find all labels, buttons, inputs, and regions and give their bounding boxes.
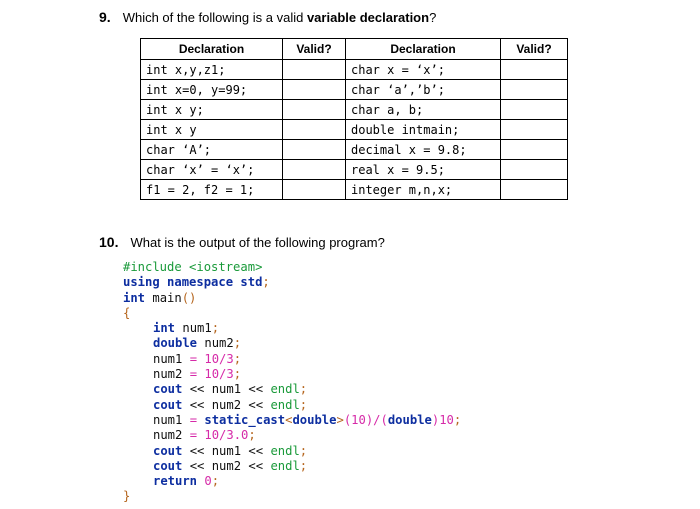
declaration-cell: double intmain; [346,120,501,140]
valid-answer-cell[interactable] [501,60,568,80]
valid-answer-cell[interactable] [283,100,346,120]
declaration-cell: int x,y,z1; [141,60,283,80]
header-declaration-right: Declaration [346,39,501,60]
code-line: cout << num1 << endl; [153,443,308,458]
header-declaration-left: Declaration [141,39,283,60]
valid-answer-cell[interactable] [283,160,346,180]
table-row [141,140,568,160]
code-line: cout << num2 << endl; [153,458,308,473]
question-9 [99,9,436,25]
code-line: num2 = 10/3.0; [153,428,256,443]
declaration-cell: integer m,n,x; [346,180,501,200]
code-line: { [123,305,131,320]
table-row [141,60,568,80]
declaration-cell: int x y [141,120,283,140]
declaration-cell: char ‘a’,’b’; [346,80,501,100]
code-line: int num1; [153,321,220,336]
code-line: using namespace std; [123,275,270,290]
valid-answer-cell[interactable] [501,160,568,180]
header-valid-left: Valid? [283,39,346,60]
valid-answer-cell[interactable] [501,120,568,140]
declaration-table [140,38,568,200]
question-text: Which of the following is a valid variable declaration? [122,10,437,25]
code-line: int main() [123,290,197,305]
declaration-cell: char ‘A’; [141,140,283,160]
valid-answer-cell[interactable] [283,180,346,200]
table-header-row [141,39,568,60]
code-listing [123,260,461,505]
question-10 [99,234,385,250]
declaration-cell: int x=0, y=99; [141,80,283,100]
valid-answer-cell[interactable] [283,80,346,100]
code-line: double num2; [153,336,242,351]
code-line: num1 = static_cast<double>(10)/(double)10; [153,412,462,427]
valid-answer-cell[interactable] [501,180,568,200]
declaration-cell: decimal x = 9.8; [346,140,501,160]
question-number: 10. [99,234,119,250]
valid-answer-cell[interactable] [501,140,568,160]
code-line: num2 = 10/3; [153,367,242,382]
table-row [141,180,568,200]
declaration-cell: char x = ‘x’; [346,60,501,80]
table-row [141,80,568,100]
header-valid-right: Valid? [501,39,568,60]
valid-answer-cell[interactable] [283,60,346,80]
valid-answer-cell[interactable] [283,140,346,160]
valid-answer-cell[interactable] [501,80,568,100]
valid-answer-cell[interactable] [501,100,568,120]
declaration-cell: real x = 9.5; [346,160,501,180]
code-line: cout << num2 << endl; [153,397,308,412]
table-row [141,120,568,140]
code-line: } [123,489,131,504]
code-line: num1 = 10/3; [153,351,242,366]
declaration-cell: f1 = 2, f2 = 1; [141,180,283,200]
question-text: What is the output of the following program? [130,235,385,250]
declaration-cell: char a, b; [346,100,501,120]
code-line: #include <iostream> [123,260,263,274]
table-row [141,160,568,180]
declaration-cell: char ‘x’ = ‘x’; [141,160,283,180]
declaration-cell: int x y; [141,100,283,120]
valid-answer-cell[interactable] [283,120,346,140]
table-row [141,100,568,120]
code-line: cout << num1 << endl; [153,382,308,397]
code-line: return 0; [153,474,220,489]
question-number: 9. [99,9,111,25]
